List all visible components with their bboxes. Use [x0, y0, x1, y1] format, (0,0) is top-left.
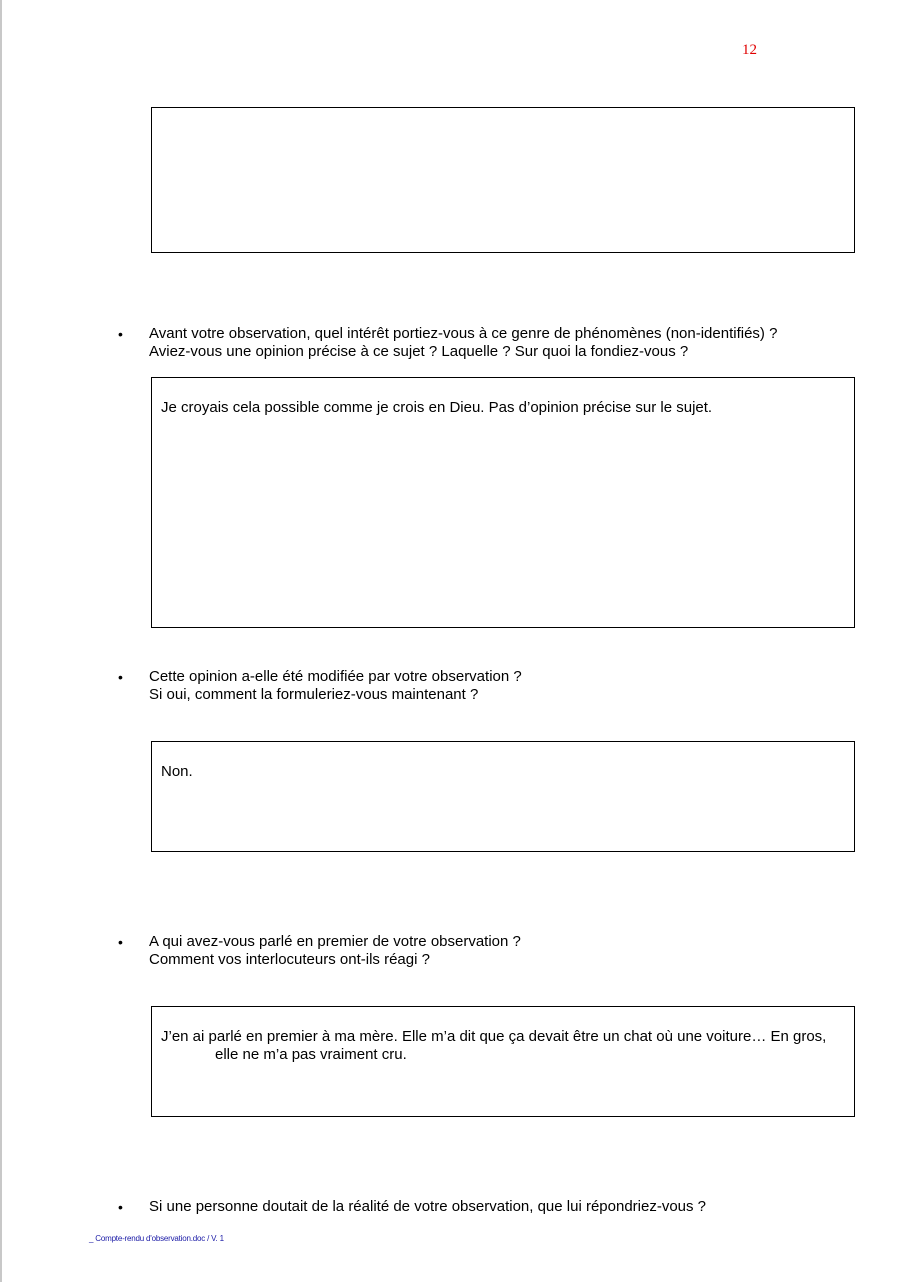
question-line-1: Si une personne doutait de la réalité de votre observation, que lui répondriez-vous ? — [149, 1198, 707, 1215]
question-text — [149, 668, 522, 704]
question-line-1: Avant votre observation, quel intérêt portiez-vous à ce genre de phénomènes (non-identifiés) ? — [149, 325, 778, 342]
answer-line-1: Je croyais cela possible comme je crois en Dieu. Pas d’opinion précise sur le sujet. — [161, 399, 713, 416]
page-left-edge — [0, 0, 2, 1282]
document-footer: _ Compte-rendu d'observation.doc / V. 1 — [89, 1234, 224, 1243]
answer-box-2[interactable] — [151, 741, 855, 852]
answer-text-2 — [161, 763, 193, 781]
bullet-icon: • — [118, 934, 123, 950]
answer-line-1: J’en ai parlé en premier à ma mère. Elle m’a dit que ça devait être un chat où une voiture… En gros, — [161, 1028, 827, 1045]
question-line-1: Cette opinion a-elle été modifiée par votre observation ? — [149, 668, 522, 685]
question-text — [149, 325, 777, 361]
bullet-icon: • — [118, 326, 123, 342]
answer-text-3 — [161, 1028, 826, 1046]
answer-box-previous[interactable] — [151, 107, 855, 253]
bullet-icon: • — [118, 669, 123, 685]
answer-line-1: Non. — [161, 763, 193, 780]
answer-box-3[interactable] — [151, 1006, 855, 1117]
question-line-2: Comment vos interlocuteurs ont-ils réagi ? — [149, 951, 430, 968]
question-line-1: A qui avez-vous parlé en premier de votre observation ? — [149, 933, 521, 950]
question-text — [149, 933, 521, 969]
answer-text-1 — [161, 399, 712, 417]
answer-text-3-continued — [215, 1046, 407, 1064]
question-line-2: Aviez-vous une opinion précise à ce sujet ? Laquelle ? Sur quoi la fondiez-vous ? — [149, 343, 689, 360]
answer-box-1[interactable] — [151, 377, 855, 628]
question-text — [149, 1198, 706, 1216]
answer-line-2: elle ne m’a pas vraiment cru. — [215, 1046, 407, 1063]
bullet-icon: • — [118, 1199, 123, 1215]
question-line-2: Si oui, comment la formuleriez-vous maintenant ? — [149, 686, 479, 703]
page-number: 12 — [742, 42, 757, 58]
